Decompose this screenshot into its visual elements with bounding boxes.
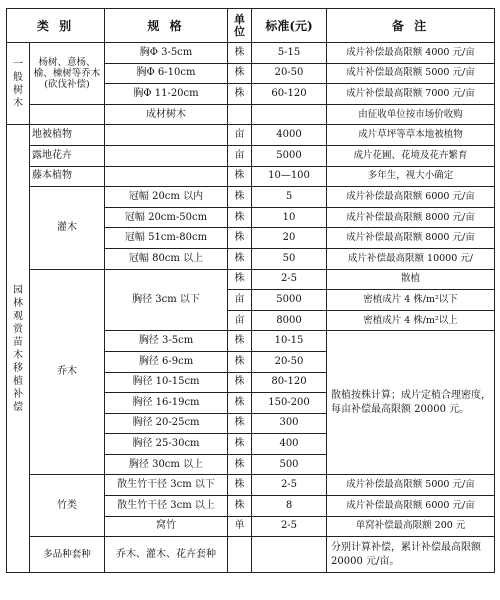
spec-cell: 胸Φ 3-5cm: [105, 43, 228, 64]
unit-cell: 亩: [228, 145, 252, 166]
standard-cell: 2-5: [252, 516, 327, 537]
remark-cell: 成片补偿最高限额 10000 元/: [327, 248, 495, 269]
standard-cell: 5000: [252, 290, 327, 311]
standard-cell: 4000: [252, 125, 327, 146]
subcategory-cell: 多品种套种: [30, 537, 105, 573]
unit-cell: 株: [228, 269, 252, 290]
standard-cell: 8: [252, 496, 327, 517]
spec-cell: 胸Φ 6-10cm: [105, 63, 228, 84]
spec-cell: 胸径 25-30cm: [105, 434, 228, 455]
unit-cell: 亩: [228, 290, 252, 311]
spec-cell: 胸径 10-15cm: [105, 372, 228, 393]
table-row: [7, 187, 495, 208]
spec-cell: 冠幅 51cm-80cm: [105, 228, 228, 249]
unit-cell: 株: [228, 351, 252, 372]
spec-cell: 胸Φ 11-20cm: [105, 84, 228, 105]
unit-cell: 株: [228, 393, 252, 414]
unit-cell: 株: [228, 496, 252, 517]
unit-cell: 单: [228, 516, 252, 537]
standard-cell: 150-200: [252, 393, 327, 414]
spec-cell: 胸径 3cm 以下: [105, 269, 228, 331]
spec-cell: [105, 145, 228, 166]
standard-cell: 5: [252, 187, 327, 208]
standard-cell: [252, 104, 327, 125]
spec-cell: 胸径 3-5cm: [105, 331, 228, 352]
unit-cell: 株: [228, 475, 252, 496]
unit-cell: [228, 104, 252, 125]
spec-cell: 成材树木: [105, 104, 228, 125]
subcategory-cell: 乔木: [30, 269, 105, 475]
header-unit: 单位: [228, 9, 252, 43]
standard-cell: 5-15: [252, 43, 327, 64]
remark-cell: 成片草坪等草本地被植物: [327, 125, 495, 146]
header-spec: 规 格: [105, 9, 228, 43]
unit-cell: 株: [228, 454, 252, 475]
standard-cell: 2-5: [252, 269, 327, 290]
header-remark: 备 注: [327, 9, 495, 43]
subcategory-cell: 灌木: [30, 187, 105, 269]
remark-cell: 单窝补偿最高限额 200 元: [327, 516, 495, 537]
remark-cell: 散植: [327, 269, 495, 290]
unit-cell: 株: [228, 372, 252, 393]
standard-cell: 20-50: [252, 351, 327, 372]
standard-cell: 20-50: [252, 63, 327, 84]
remark-cell: 密植成片 4 株/m²以上: [327, 310, 495, 331]
remark-cell: 成片补偿最高限额 8000 元/亩: [327, 207, 495, 228]
spec-cell: 胸径 16-19cm: [105, 393, 228, 414]
subcategory-cell: 竹类: [30, 475, 105, 537]
remark-cell: 成片补偿最高限额 5000 元/亩: [327, 63, 495, 84]
spec-cell: 乔木、灌木、花卉套种: [105, 537, 228, 573]
table-row: [7, 104, 495, 125]
unit-cell: 亩: [228, 125, 252, 146]
unit-cell: 株: [228, 434, 252, 455]
spec-cell: 窝竹: [105, 516, 228, 537]
spec-cell: 散生竹干径 3cm 以上: [105, 496, 228, 517]
table-row: [7, 475, 495, 496]
standard-cell: [252, 537, 327, 573]
standard-cell: 10-15: [252, 331, 327, 352]
standard-cell: 500: [252, 454, 327, 475]
unit-cell: 株: [228, 248, 252, 269]
unit-cell: 株: [228, 413, 252, 434]
header-row: [7, 9, 495, 43]
unit-cell: 株: [228, 84, 252, 105]
unit-cell: 株: [228, 43, 252, 64]
compensation-table-page: [6, 8, 494, 573]
standard-cell: 80-120: [252, 372, 327, 393]
spec-cell: 散生竹干径 3cm 以下: [105, 475, 228, 496]
standard-cell: 8000: [252, 310, 327, 331]
remark-cell: 成片补偿最高限额 6000 元/亩: [327, 496, 495, 517]
standard-cell: 10—100: [252, 166, 327, 187]
table-row: [7, 166, 495, 187]
compensation-table: [6, 8, 495, 573]
remark-cell: 成片补偿最高限额 6000 元/亩: [327, 187, 495, 208]
spec-cell: 胸径 20-25cm: [105, 413, 228, 434]
spec-cell: 冠幅 20cm-50cm: [105, 207, 228, 228]
subcategory-cell: 杨树、意杨、榆、棟树等乔木(砍伐补偿): [30, 43, 105, 105]
group-garden: 园 林 观 赏 苗 木 移 植 补 偿: [7, 125, 30, 573]
remark-cell: 密植成片 4 株/m²以下: [327, 290, 495, 311]
remark-cell: 分别计算补偿，累计补偿最高限额 20000 元/亩。: [327, 537, 495, 573]
table-row: [7, 43, 495, 64]
unit-cell: 株: [228, 331, 252, 352]
standard-cell: 20: [252, 228, 327, 249]
remark-cell: 由征收单位按市场价收购: [327, 104, 495, 125]
group-general: 一 般 树 木: [7, 43, 30, 125]
table-row: [7, 269, 495, 290]
unit-cell: 株: [228, 207, 252, 228]
standard-cell: 50: [252, 248, 327, 269]
unit-cell: 株: [228, 166, 252, 187]
remark-cell: 散植按株计算；成片定植合理密度，每亩补偿最高限额 20000 元。: [327, 331, 495, 475]
blank-cell: [30, 104, 105, 125]
unit-cell: 株: [228, 187, 252, 208]
standard-cell: 10: [252, 207, 327, 228]
table-row: [7, 125, 495, 146]
spec-cell: 冠幅 20cm 以内: [105, 187, 228, 208]
remark-cell: 多年生，视大小确定: [327, 166, 495, 187]
table-row: [7, 145, 495, 166]
remark-cell: 成片补偿最高限额 5000 元/亩: [327, 475, 495, 496]
unit-cell: 株: [228, 228, 252, 249]
unit-cell: 亩: [228, 310, 252, 331]
header-category: 类 别: [7, 9, 105, 43]
standard-cell: 5000: [252, 145, 327, 166]
spec-cell: [105, 166, 228, 187]
subcategory-cell: 地被植物: [30, 125, 105, 146]
spec-cell: 胸径 6-9cm: [105, 351, 228, 372]
standard-cell: 60-120: [252, 84, 327, 105]
remark-cell: 成片花圃、花境及花卉繁育: [327, 145, 495, 166]
remark-cell: 成片补偿最高限额 7000 元/亩: [327, 84, 495, 105]
spec-cell: 胸径 30cm 以上: [105, 454, 228, 475]
standard-cell: 400: [252, 434, 327, 455]
unit-cell: 株: [228, 63, 252, 84]
table-row: [7, 537, 495, 573]
standard-cell: 300: [252, 413, 327, 434]
remark-cell: 成片补偿最高限额 4000 元/亩: [327, 43, 495, 64]
unit-cell: [228, 537, 252, 573]
spec-cell: [105, 125, 228, 146]
remark-cell: 成片补偿最高限额 8000 元/亩: [327, 228, 495, 249]
subcategory-cell: 露地花卉: [30, 145, 105, 166]
header-standard: 标准(元): [252, 9, 327, 43]
subcategory-cell: 藤本植物: [30, 166, 105, 187]
standard-cell: 2-5: [252, 475, 327, 496]
spec-cell: 冠幅 80cm 以上: [105, 248, 228, 269]
